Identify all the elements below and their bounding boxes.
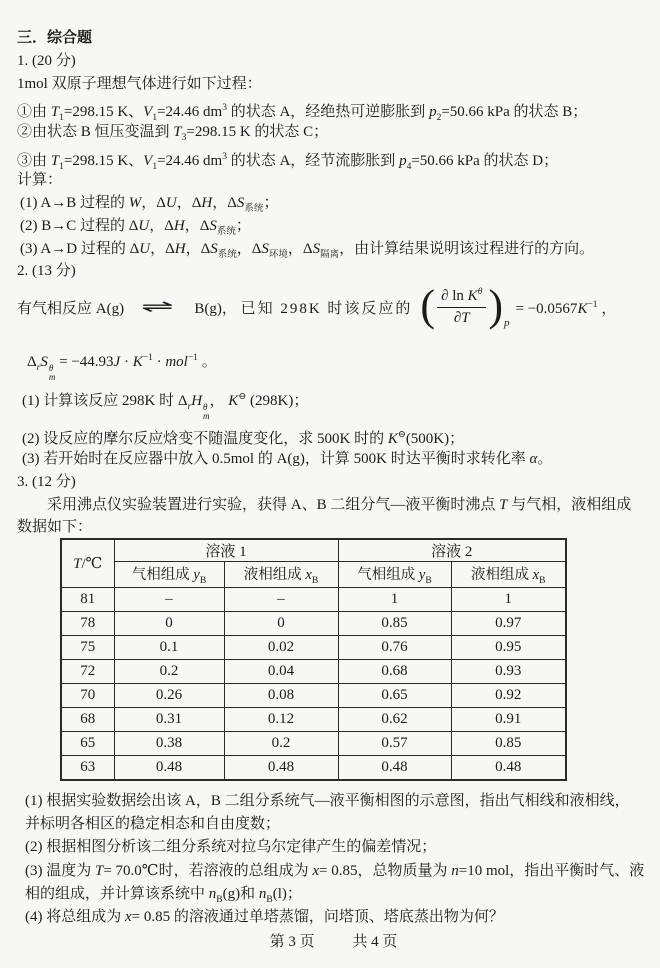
table-cell: 0.93 bbox=[451, 660, 566, 684]
table-subheader-liquid2: 液相组成 $x_B$ bbox=[451, 562, 566, 588]
table-cell: 0.85 bbox=[451, 732, 566, 756]
table-cell: 0.48 bbox=[451, 756, 566, 781]
problem2-q1: (1) 计算该反应 298K 时 $\Delta_rH$ θ m ， K⊖ (298K)； bbox=[22, 392, 309, 421]
table-cell: 0.08 bbox=[224, 684, 338, 708]
table-row bbox=[61, 756, 566, 781]
equilibrium-arrow-icon: ⇌ bbox=[140, 297, 174, 317]
vle-data-table bbox=[60, 538, 567, 781]
close-paren: ) bbox=[488, 280, 504, 330]
problem2-q2: (2) 设反应的摩尔反应焓变不随温度变化，求 500K 时的 K⊖(500K)； bbox=[22, 430, 465, 447]
table-cell: 78 bbox=[61, 612, 114, 636]
reaction-rhs-text: B(g)， 已知 298K 时该反应的 bbox=[194, 300, 413, 317]
table-cell: 0.57 bbox=[338, 732, 451, 756]
problem3-q1-line1: (1) 根据实验数据绘出该 A，B 二组分系统气—液平衡相图的示意图，指出气相线和液相线， bbox=[25, 793, 630, 809]
table-cell: 0.02 bbox=[224, 636, 338, 660]
table-row bbox=[61, 732, 566, 756]
table-row bbox=[61, 660, 566, 684]
entropy-value-line: $\Delta_rS$ θ m = $-44.93J \cdot K^{-1} \cdot mol^{-1}$ 。 bbox=[27, 353, 217, 382]
table-cell: 72 bbox=[61, 660, 114, 684]
table-cell: 81 bbox=[61, 588, 114, 612]
footer-page-number: 第 3 页 bbox=[269, 934, 315, 950]
open-paren: ( bbox=[420, 280, 436, 330]
table-subheader-gas2: 气相组成 $y_B$ bbox=[338, 562, 451, 588]
table-group-header-solution1: 溶液 1 bbox=[114, 539, 338, 562]
table-cell: 0.95 bbox=[451, 636, 566, 660]
section-title: 三．综合题 bbox=[17, 30, 93, 46]
problem3-q2: (2) 根据相图分析该二组分系统对拉乌尔定律产生的偏差情况； bbox=[25, 839, 437, 855]
table-group-header-solution2: 溶液 2 bbox=[338, 539, 566, 562]
table-cell: 65 bbox=[61, 732, 114, 756]
table-row bbox=[61, 708, 566, 732]
problem2-reaction-line bbox=[17, 277, 650, 337]
vant-hoff-fraction bbox=[437, 287, 486, 327]
problem3-intro-line2: 数据如下： bbox=[17, 519, 93, 535]
problem1-intro: 1mol 双原子理想气体进行如下过程： bbox=[17, 76, 262, 92]
problem3-heading: 3. (12 分) bbox=[17, 474, 76, 490]
table-cell: 0.92 bbox=[451, 684, 566, 708]
table-cell: 0 bbox=[114, 612, 224, 636]
table-cell: 0.65 bbox=[338, 684, 451, 708]
table-subheader-gas1: 气相组成 $y_B$ bbox=[114, 562, 224, 588]
problem1-q1: (1) A→B 过程的 W，ΔU，ΔH，$\Delta S_{系统}$； bbox=[20, 195, 279, 214]
table-cell: – bbox=[224, 588, 338, 612]
table-cell: 0.76 bbox=[338, 636, 451, 660]
problem3-q4: (4) 将总组成为 x= 0.85 的溶液通过单塔蒸馏，问塔顶、塔底蒸出物为何？ bbox=[25, 909, 504, 925]
problem1-step3: ③由 $T_1=298.15$ K、$V_1=24.46$ $dm^3$ 的状态 A，经节流膨胀到 $p_4=50.66$ kPa 的状态 D； bbox=[17, 152, 559, 172]
table-cell: 0.1 bbox=[114, 636, 224, 660]
problem3-q3-line1: (3) 温度为 T= 70.0℃时，若溶液的总组成为 x= 0.85，总物质量为 n=10 mol，指出平衡时气、液 bbox=[25, 863, 645, 879]
table-cell: 75 bbox=[61, 636, 114, 660]
problem2-q3: (3) 若开始时在反应器中放入 0.5mol 的 A(g)，计算 500K 时达平衡时求转化率 α。 bbox=[22, 451, 553, 467]
table-cell: 1 bbox=[451, 588, 566, 612]
problem1-heading: 1. (20 分) bbox=[17, 53, 76, 69]
table-row bbox=[61, 684, 566, 708]
table-cell: 0.48 bbox=[224, 756, 338, 781]
problem1-q3: (3) A→D 过程的 ΔU，ΔH，$\Delta S_{系统}$，$\Delta S_{环境}$，$\Delta S_{隔离}$，由计算结果说明该过程进行的方向。 bbox=[20, 241, 595, 260]
table-cell: 0.38 bbox=[114, 732, 224, 756]
table-cell: 70 bbox=[61, 684, 114, 708]
table-cell: 0.2 bbox=[114, 660, 224, 684]
fraction-numerator: ∂ $\ln K^\theta$ bbox=[437, 287, 486, 308]
table-cell: 0.12 bbox=[224, 708, 338, 732]
table-cell: – bbox=[114, 588, 224, 612]
table-cell: 0 bbox=[224, 612, 338, 636]
table-cell: 0.85 bbox=[338, 612, 451, 636]
table-cell: 68 bbox=[61, 708, 114, 732]
problem3-intro-line1: 采用沸点仪实验装置进行实验，获得 A、B 二组分气—液平衡时沸点 T 与气相，液相组成 bbox=[47, 497, 632, 513]
table-cell: 0.2 bbox=[224, 732, 338, 756]
table-cell: 0.48 bbox=[338, 756, 451, 781]
problem1-step1: ①由 $T_1=298.15$ K、$V_1=24.46$ $dm^3$ 的状态 A，经绝热可逆膨胀到 $p_2=50.66$ kPa 的状态 B； bbox=[17, 103, 588, 123]
table-cell: 0.62 bbox=[338, 708, 451, 732]
table-cell: 63 bbox=[61, 756, 114, 781]
footer-total-pages: 共 4 页 bbox=[352, 934, 398, 950]
table-cell: 0.97 bbox=[451, 612, 566, 636]
problem3-q1-line2: 并标明各相区的稳定相态和自由度数； bbox=[25, 816, 281, 832]
table-cell: 0.68 bbox=[338, 660, 451, 684]
table-cell: 0.91 bbox=[451, 708, 566, 732]
problem1-calc-label: 计算： bbox=[17, 172, 63, 188]
formula-rhs: = $-0.0567K^{-1}$ ， bbox=[515, 299, 617, 317]
problem1-step2: ②由状态 B 恒压变温到 $T_3=298.15$ K 的状态 C； bbox=[17, 124, 329, 143]
table-row bbox=[61, 636, 566, 660]
table-cell: 0.04 bbox=[224, 660, 338, 684]
problem3-q3-line2: 相的组成，并计算该系统中 $n_B(g)$和 $n_B(l)$； bbox=[25, 886, 302, 905]
table-corner-header: T/℃ bbox=[61, 539, 114, 588]
page-footer bbox=[17, 931, 650, 953]
problem2-heading: 2. (13 分) bbox=[17, 263, 76, 279]
problem1-q2: (2) B→C 过程的 ΔU，ΔH，$\Delta S_{系统}$； bbox=[20, 218, 251, 237]
constant-pressure-subscript: p bbox=[504, 317, 510, 329]
fraction-denominator: ∂T bbox=[453, 310, 470, 326]
table-cell: 0.31 bbox=[114, 708, 224, 732]
table-cell: 1 bbox=[338, 588, 451, 612]
reaction-lhs: 有气相反应 A(g) bbox=[17, 300, 125, 317]
table-cell: 0.26 bbox=[114, 684, 224, 708]
table-row bbox=[61, 588, 566, 612]
table-cell: 0.48 bbox=[114, 756, 224, 781]
table-row bbox=[61, 612, 566, 636]
table-subheader-liquid1: 液相组成 $x_B$ bbox=[224, 562, 338, 588]
